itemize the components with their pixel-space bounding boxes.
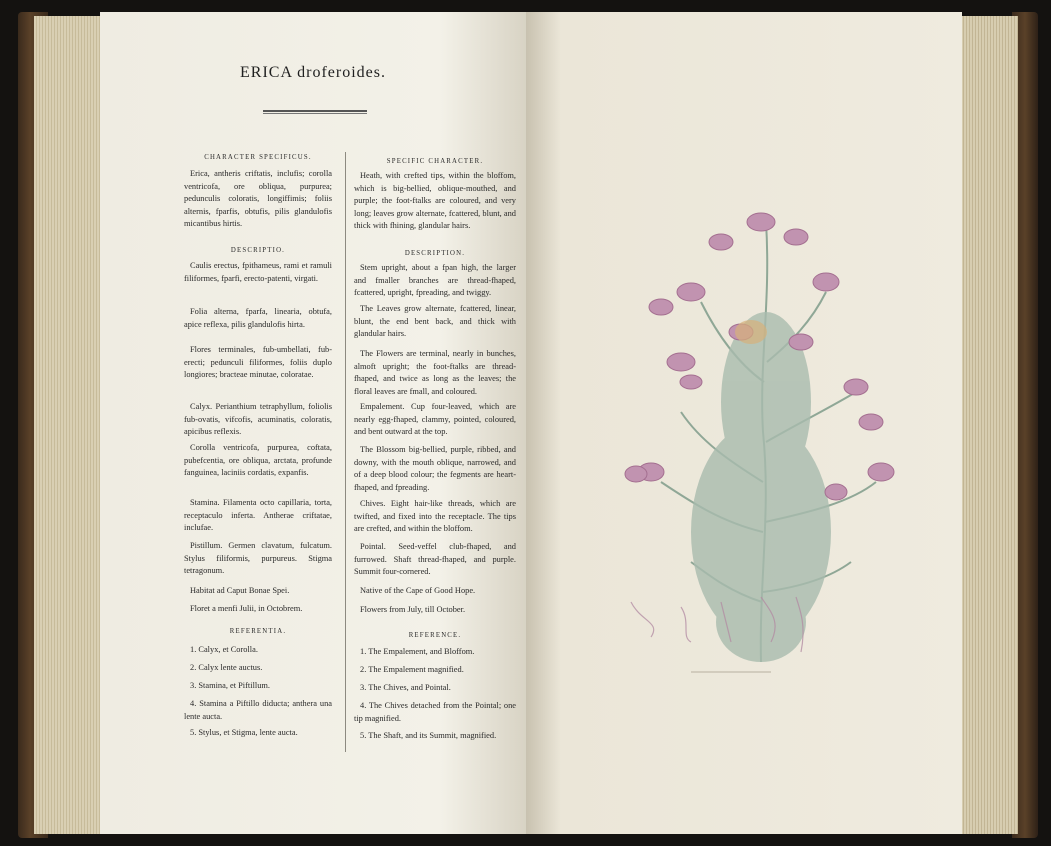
section-heading: DESCRIPTION. — [404, 250, 466, 257]
paragraph: Calyx. Perianthium tetraphyllum, foliolis fub-ovatis, vifcofis, acuminatis, coloratis, apicibus reflexis. — [184, 402, 332, 437]
paragraph: The Leaves grow alternate, fcattered, linear, blunt, the end bent back, and thick with glandular hairs. — [354, 304, 516, 339]
right-page — [526, 12, 962, 834]
paragraph: Stamina. Filamenta octo capillaria, torta, receptaculo inferta. Antherae criftatae, inclufae. — [184, 498, 332, 533]
reference-item: 2. The Empalement magnified. — [360, 665, 464, 674]
paragraph: 4. The Chives detached from the Pointal; one tip magnified. — [354, 701, 516, 723]
paragraph: Empalement. Cup four-leaved, which are nearly egg-fhaped, clammy, pointed, coloured, and bent outward at the top. — [354, 402, 516, 437]
paragraph: Heath, with crefted tips, within the bloffom, which is big-bellied, oblique-mouthed, and purple; the foot-ftalks are coloured, and very long; leaves grow alternate, fcattered, blunt, and thick with fhining, glandular hairs. — [354, 171, 516, 231]
section-heading: REFERENCE. — [408, 632, 462, 639]
section-heading: REFERENTIA. — [229, 628, 287, 635]
paragraph: 4. Stamina a Piftillo diducta; anthera una lente aucta. — [184, 699, 332, 721]
section-heading: DESCRIPTIO. — [230, 247, 286, 254]
reference-item: 3. The Chives, and Pointal. — [360, 683, 451, 692]
paragraph: Flowers from July, till October. — [360, 605, 466, 614]
paragraph: The Blossom big-bellied, purple, ribbed, and downy, with the mouth oblique, narrowed, and of a deep blood colour; the fegments are heart-fhaped, and fpreading. — [354, 445, 516, 492]
paragraph: Pistillum. Germen clavatum, fulcatum. Stylus filiformis, purpureus. Stigma tetragonum. — [184, 541, 332, 576]
paragraph: The Flowers are terminal, nearly in bunches, almoft upright; the foot-ftalks are thread-fhaped, and twice as long as the leaves; the floral leaves are fmall, and coloured. — [354, 349, 516, 396]
reference-item: 5. Stylus, et Stigma, lente aucta. — [190, 728, 298, 737]
paragraph: Pointal. Seed-veffel club-fhaped, and furrowed. Shaft thread-fhaped, and purple. Summit four-cornered. — [354, 542, 516, 577]
reference-item: 1. The Empalement, and Bloffom. — [360, 647, 475, 656]
section-heading: CHARACTER SPECIFICUS. — [204, 154, 312, 161]
paragraph: Erica, antheris criftatis, inclufis; corolla ventricofa, ore obliqua, purpurea; pedunculis coloratis, longiffimis; foliis alternis, fparfis, obtufis, pilis glandulofis micantibus hirtis. — [184, 169, 332, 229]
page-edges-left — [34, 16, 104, 834]
page-edges-right — [958, 16, 1018, 834]
paragraph: Stem upright, about a fpan high, the larger and fmaller branches are thread-fhaped, fcattered, upright, fpreading, and twiggy. — [354, 263, 516, 298]
paragraph: Habitat ad Caput Bonae Spei. — [190, 586, 290, 595]
left-page — [100, 12, 526, 834]
reference-item: 1. Calyx, et Corolla. — [190, 645, 258, 654]
paragraph: Native of the Cape of Good Hope. — [360, 586, 476, 595]
title-rule — [263, 110, 367, 114]
section-heading: SPECIFIC CHARACTER. — [386, 158, 484, 165]
paragraph: Caulis erectus, fpithameus, rami et ramuli filiformes, fparfi, erecto-patenti, virgati. — [184, 261, 332, 283]
column-divider — [345, 152, 346, 752]
page-title: ERICA droferoides. — [240, 64, 386, 81]
paragraph: Folia alterna, fparfa, linearia, obtufa, apice reflexa, pilis glandulofis hirta. — [184, 307, 332, 329]
paragraph: Corolla ventricofa, purpurea, coftata, pubefcentia, ore obliqua, arctata, profunde fanguinea, laciniis cordatis, expanfis. — [184, 443, 332, 478]
paragraph: Chives. Eight hair-like threads, which are twifted, and fixed into the receptacle. The tips are crefted, and within the bloffom. — [354, 499, 516, 534]
paragraph: Floret a menfi Julii, in Octobrem. — [190, 604, 303, 613]
paragraph: Flores terminales, fub-umbellati, fub-erecti; pedunculi filiformes, foliis duplo longiores; bracteae minutae, coloratae. — [184, 345, 332, 380]
reference-item: 3. Stamina, et Piftillum. — [190, 681, 271, 690]
reference-item: 2. Calyx lente auctus. — [190, 663, 263, 672]
reference-item: 5. The Shaft, and its Summit, magnified. — [360, 731, 497, 740]
erica-plant-illustration — [621, 182, 911, 692]
